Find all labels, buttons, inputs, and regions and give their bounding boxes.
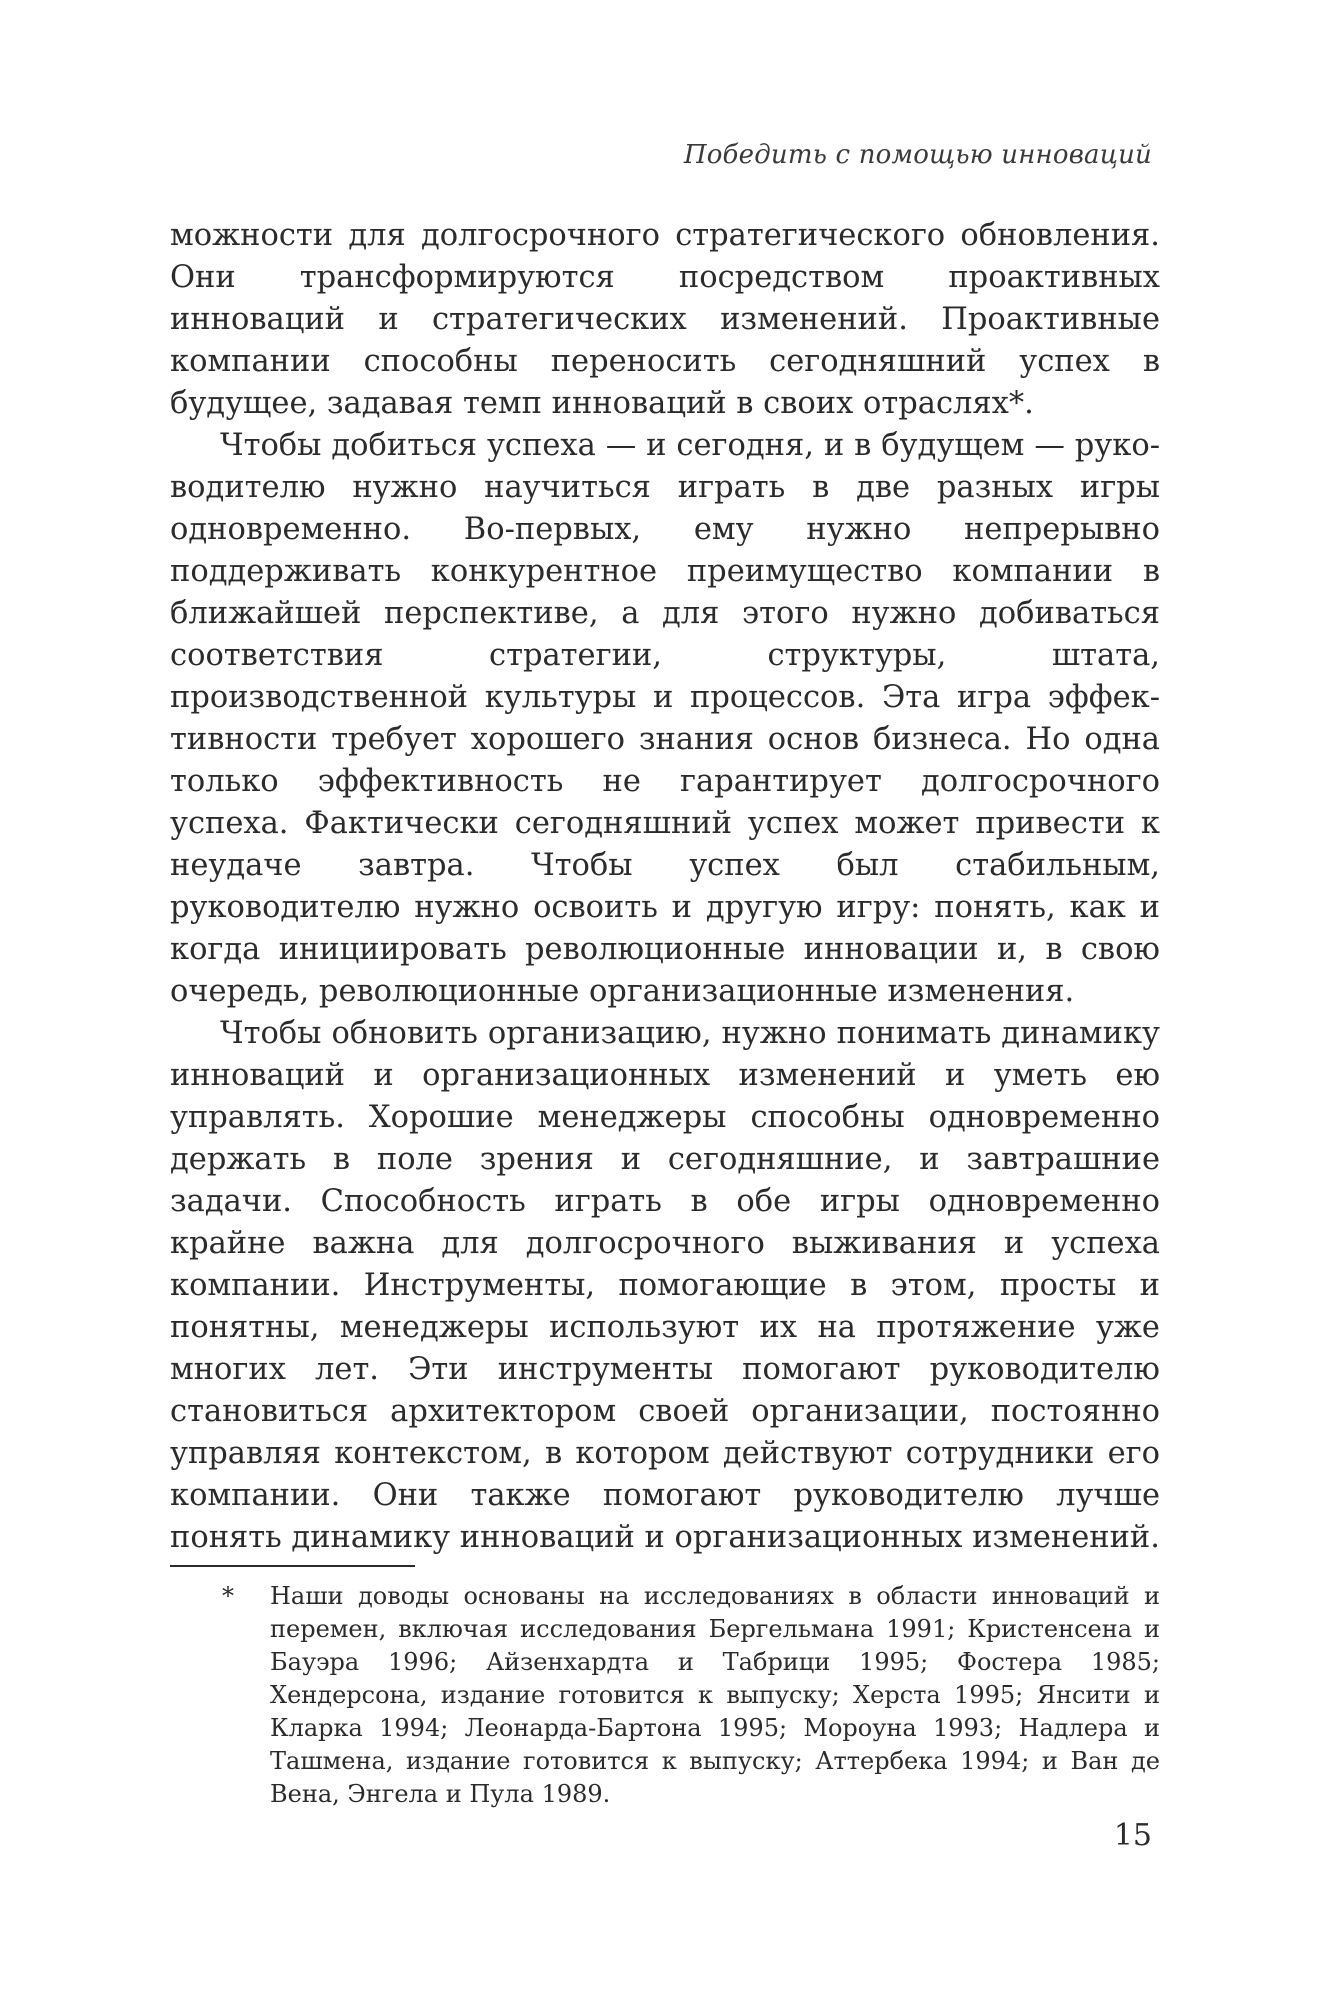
paragraph-2: Чтобы добиться успеха — и сегодня, и в будущем — руководителю нужно научиться играть в две разных игры одновременно. Во-первых, ему нужно непрерывно поддерживать конкурентное преимущество компании в ближайшей перспективе, а для этого нужно добиваться соответствия стратегии, структуры, штата, производственной культуры и процессов. Эта игра эффективности требует хорошего знания основ бизнеса. Но одна только эффективность не гарантирует долгосрочного успеха. Фактически сегодняшний успех может привести к неудаче завтра. Чтобы успех был стабильным, руководителю нужно освоить и другую игру: понять, как и когда инициировать революционные инновации и, в свою очередь, революционные организационные изменения. bbox=[170, 428, 1160, 1009]
paragraph-3: Чтобы обновить организацию, нужно понимать динамику инноваций и организационных изменений и уметь ею управлять. Хорошие менеджеры способны одновременно держать в поле зрения и сегодняшние, и завтрашние задачи. Способность играть в обе игры одновременно крайне важна для долгосрочного выживания и успеха компании. Инструменты, помогающие в этом, просты и понятны, менеджеры используют их на протяжение уже многих лет. Эти инструменты помогают руководителю становиться архитектором своей организации, постоянно управляя контекстом, в котором действуют сотрудники его компании. Они также помогают руководителю лучше понять динамику инноваций и организационных изменений. bbox=[170, 1016, 1160, 1555]
page-number: 15 bbox=[1113, 1818, 1152, 1853]
footnote bbox=[170, 1580, 1160, 1811]
running-head: Победить с помощью инноваций bbox=[683, 140, 1152, 170]
footnote-marker: * bbox=[222, 1582, 234, 1610]
footnote-divider bbox=[170, 1565, 415, 1567]
paragraph-1: можности для долгосрочного стратегического обновления. Они трансформируются посредством проактивных инноваций и стратегических изменений. Проактивные компании способны переносить сегодняшний успех в будущее, задавая темп инноваций в своих отраслях*. bbox=[170, 218, 1160, 421]
body-text bbox=[170, 215, 1160, 1559]
footnote-text: Наши доводы основаны на исследованиях в области инноваций и перемен, включая исследования Бергельмана 1991; Кристенсена и Бауэра 1996; Айзенхардта и Табрици 1995; Фостера 1985; Хендерсона, издание готовится к выпуску; Херста 1995; Янсити и Кларка 1994; Леонарда-Бартона 1995; Мороуна 1993; Надлера и Ташмена, издание готовится к выпуску; Аттербека 1994; и Ван де Вена, Энгела и Пула 1989. bbox=[270, 1582, 1160, 1808]
